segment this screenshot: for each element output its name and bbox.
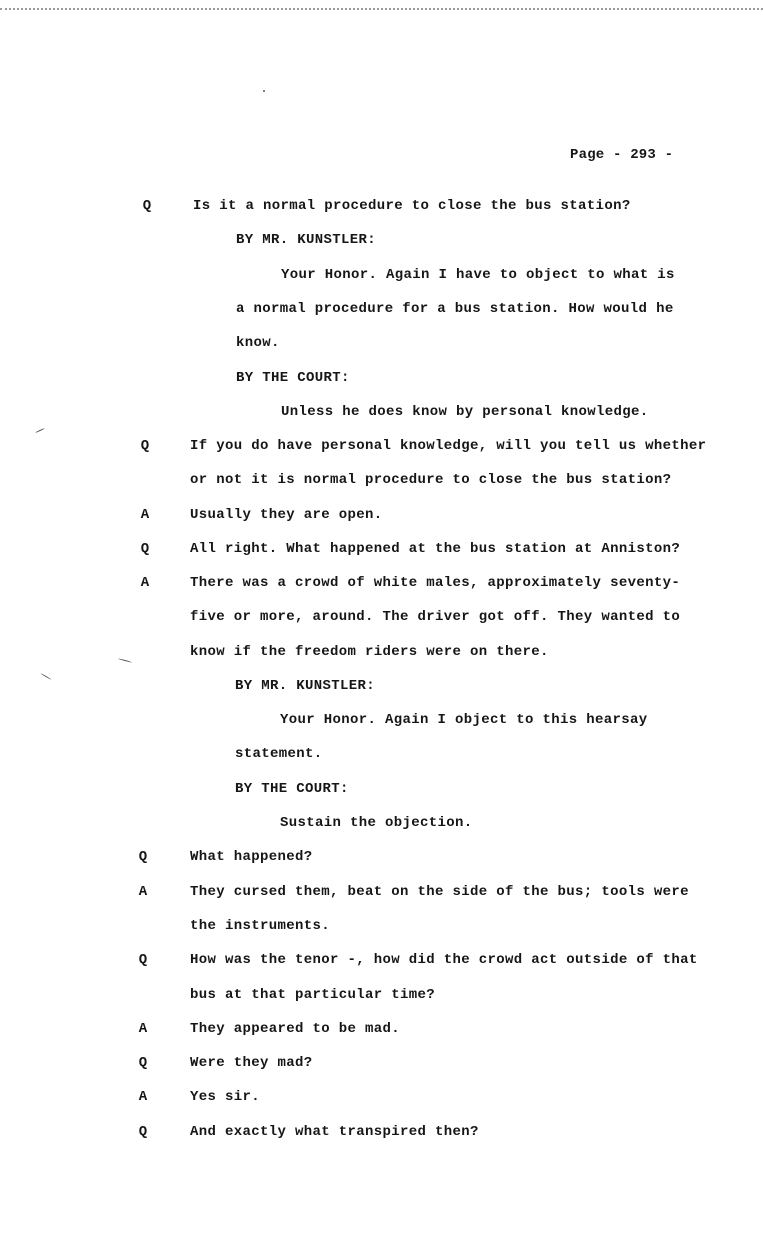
transcript-line: Your Honor. Again I object to this hearsay	[280, 712, 648, 728]
transcript-line: five or more, around. The driver got off. They wanted to	[190, 609, 681, 625]
transcript-line: Yes sir.	[190, 1089, 261, 1105]
transcript-line: Sustain the objection.	[280, 815, 473, 831]
transcript-line: BY THE COURT:	[235, 781, 349, 797]
transcript-line: a normal procedure for a bus station. How would he	[236, 301, 674, 317]
transcript-line: And exactly what transpired then?	[190, 1124, 479, 1140]
speaker-marker: A	[138, 1021, 148, 1037]
transcript-line: BY THE COURT:	[236, 370, 350, 386]
speaker-marker: Q	[138, 1124, 148, 1140]
transcript-line: They appeared to be mad.	[190, 1021, 401, 1037]
transcript-line: How was the tenor -, how did the crowd act outside of that	[190, 952, 698, 968]
speaker-marker: Q	[138, 1055, 148, 1071]
transcript-line: statement.	[235, 746, 323, 762]
transcript-line: BY MR. KUNSTLER:	[235, 678, 376, 694]
speaker-marker: Q	[140, 541, 150, 557]
speaker-marker: A	[140, 575, 150, 591]
transcript-line: Unless he does know by personal knowledge.	[281, 404, 649, 420]
transcript-line: All right. What happened at the bus station at Anniston?	[190, 541, 681, 557]
transcript-line: know.	[236, 335, 280, 351]
scan-top-edge	[0, 0, 763, 10]
transcript-line: know if the freedom riders were on there.	[190, 644, 549, 660]
speaker-marker: Q	[140, 438, 150, 454]
speaker-marker: A	[140, 507, 150, 523]
speaker-marker: A	[138, 1089, 148, 1105]
transcript-line: bus at that particular time?	[190, 987, 436, 1003]
speaker-marker: Q	[138, 849, 148, 865]
speaker-marker: Q	[142, 198, 152, 214]
transcript-line: Were they mad?	[190, 1055, 313, 1071]
transcript-line: There was a crowd of white males, approximately seventy-	[190, 575, 681, 591]
transcript-line: What happened?	[190, 849, 313, 865]
transcript-line: If you do have personal knowledge, will you tell us whether	[190, 438, 707, 454]
transcript-line: Your Honor. Again I have to object to what is	[281, 267, 675, 283]
speaker-marker: Q	[138, 952, 148, 968]
transcript-line: or not it is normal procedure to close the bus station?	[190, 472, 672, 488]
transcript-line: BY MR. KUNSTLER:	[236, 232, 377, 248]
transcript-line: They cursed them, beat on the side of the bus; tools were	[190, 884, 689, 900]
page-number: Page - 293 -	[570, 147, 674, 163]
transcript-line: Usually they are open.	[190, 507, 383, 523]
transcript-line: the instruments.	[190, 918, 331, 934]
speaker-marker: A	[138, 884, 148, 900]
transcript-line: Is it a normal procedure to close the bus station?	[193, 198, 631, 214]
